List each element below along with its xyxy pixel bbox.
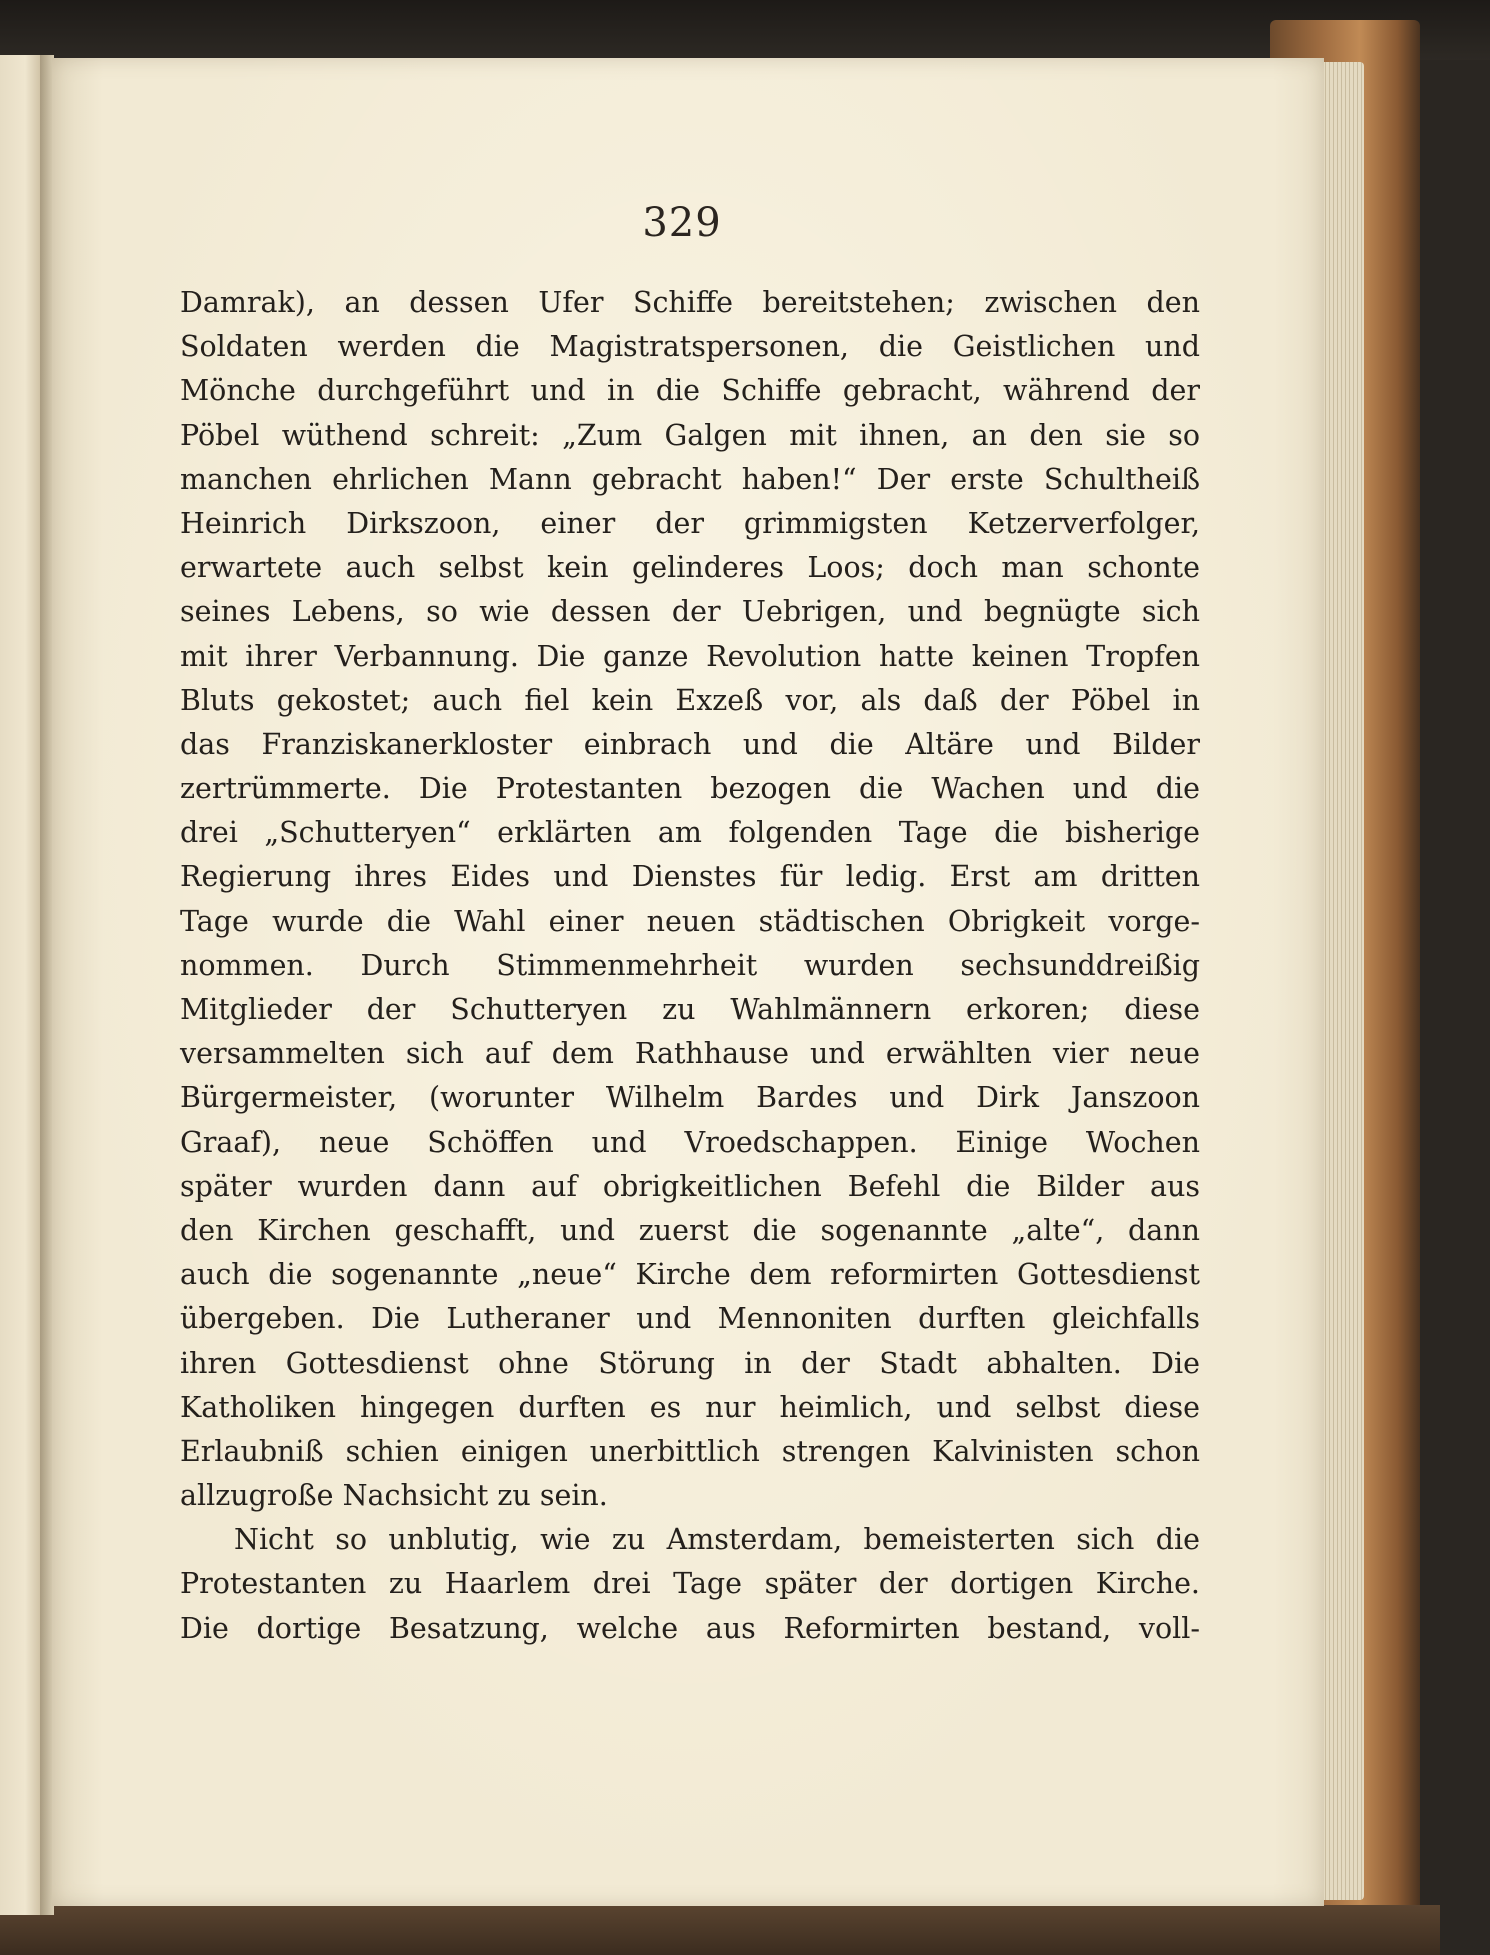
text-line: Tage wurde die Wahl einer neuen städtischen Obrigkeit vorge- bbox=[180, 904, 1200, 938]
text-line: später wurden dann auf obrigkeitlichen Befehl die Bilder aus bbox=[180, 1169, 1200, 1203]
text-line: mit ihrer Verbannung. Die ganze Revolution hatte keinen Tropfen bbox=[180, 639, 1200, 673]
text-line: den Kirchen geschafft, und zuerst die sogenannte „alte“, dann bbox=[180, 1213, 1200, 1247]
text-line: Mönche durchgeführt und in die Schiffe gebracht, während der bbox=[180, 374, 1200, 408]
text-line: nommen. Durch Stimmenmehrheit wurden sechsunddreißig bbox=[180, 948, 1200, 982]
text-line: Bürgermeister, (worunter Wilhelm Bardes und Dirk Janszoon bbox=[180, 1081, 1200, 1115]
text-line: Regierung ihres Eides und Dienstes für ledig. Erst am dritten bbox=[180, 860, 1200, 894]
text-line: auch die sogenannte „neue“ Kirche dem reformirten Gottesdienst bbox=[180, 1258, 1200, 1292]
body-text bbox=[180, 281, 1200, 1651]
text-line: Soldaten werden die Magistratspersonen, die Geistlichen und bbox=[180, 330, 1200, 364]
page-number: 329 bbox=[642, 200, 722, 246]
text-line: Erlaubniß schien einigen unerbittlich strengen Kalvinisten schon bbox=[180, 1434, 1200, 1468]
text-line: Heinrich Dirkszoon, einer der grimmigsten Ketzerverfolger, bbox=[180, 506, 1200, 540]
text-line: ihren Gottesdienst ohne Störung in der Stadt abhalten. Die bbox=[180, 1346, 1200, 1380]
text-line: Pöbel wüthend schreit: „Zum Galgen mit ihnen, an den sie so bbox=[180, 418, 1200, 452]
text-line: versammelten sich auf dem Rathhause und erwählten vier neue bbox=[180, 1037, 1200, 1071]
page-edges bbox=[1322, 62, 1364, 1900]
facing-page-edge bbox=[0, 55, 42, 1915]
book-page bbox=[52, 58, 1324, 1906]
text-line: Graaf), neue Schöffen und Vroedschappen. Einige Wochen bbox=[180, 1125, 1200, 1159]
text-line: Protestanten zu Haarlem drei Tage später der dortigen Kirche. bbox=[180, 1567, 1200, 1601]
text-line: allzugroße Nachsicht zu sein. bbox=[180, 1479, 608, 1513]
text-line: Mitglieder der Schutteryen zu Wahlmännern erkoren; diese bbox=[180, 993, 1200, 1026]
text-line: zertrümmerte. Die Protestanten bezogen die Wachen und die bbox=[180, 772, 1200, 806]
text-line: Bluts gekostet; auch fiel kein Exzeß vor, als daß der Pöbel in bbox=[180, 683, 1200, 717]
book-cover-bottom bbox=[0, 1905, 1440, 1955]
text-line: Damrak), an dessen Ufer Schiffe bereitstehen; zwischen den bbox=[180, 286, 1200, 319]
text-line: übergeben. Die Lutheraner und Mennoniten durften gleichfalls bbox=[180, 1302, 1200, 1336]
text-line: drei „Schutteryen“ erklärten am folgenden Tage die bisherige bbox=[180, 816, 1200, 850]
text-line: Katholiken hingegen durften es nur heimlich, und selbst diese bbox=[180, 1390, 1200, 1424]
text-line: erwartete auch selbst kein gelinderes Loos; doch man schonte bbox=[180, 551, 1200, 585]
text-line: manchen ehrlichen Mann gebracht haben!“ Der erste Schultheiß bbox=[180, 462, 1200, 496]
background-top bbox=[0, 0, 1490, 60]
text-line: Die dortige Besatzung, welche aus Reformirten bestand, voll- bbox=[180, 1611, 1200, 1645]
text-line: Nicht so unblutig, wie zu Amsterdam, bemeisterten sich die bbox=[234, 1523, 1200, 1557]
text-line: das Franziskanerkloster einbrach und die Altäre und Bilder bbox=[180, 727, 1200, 761]
text-line: seines Lebens, so wie dessen der Uebrigen, und begnügte sich bbox=[180, 595, 1200, 629]
